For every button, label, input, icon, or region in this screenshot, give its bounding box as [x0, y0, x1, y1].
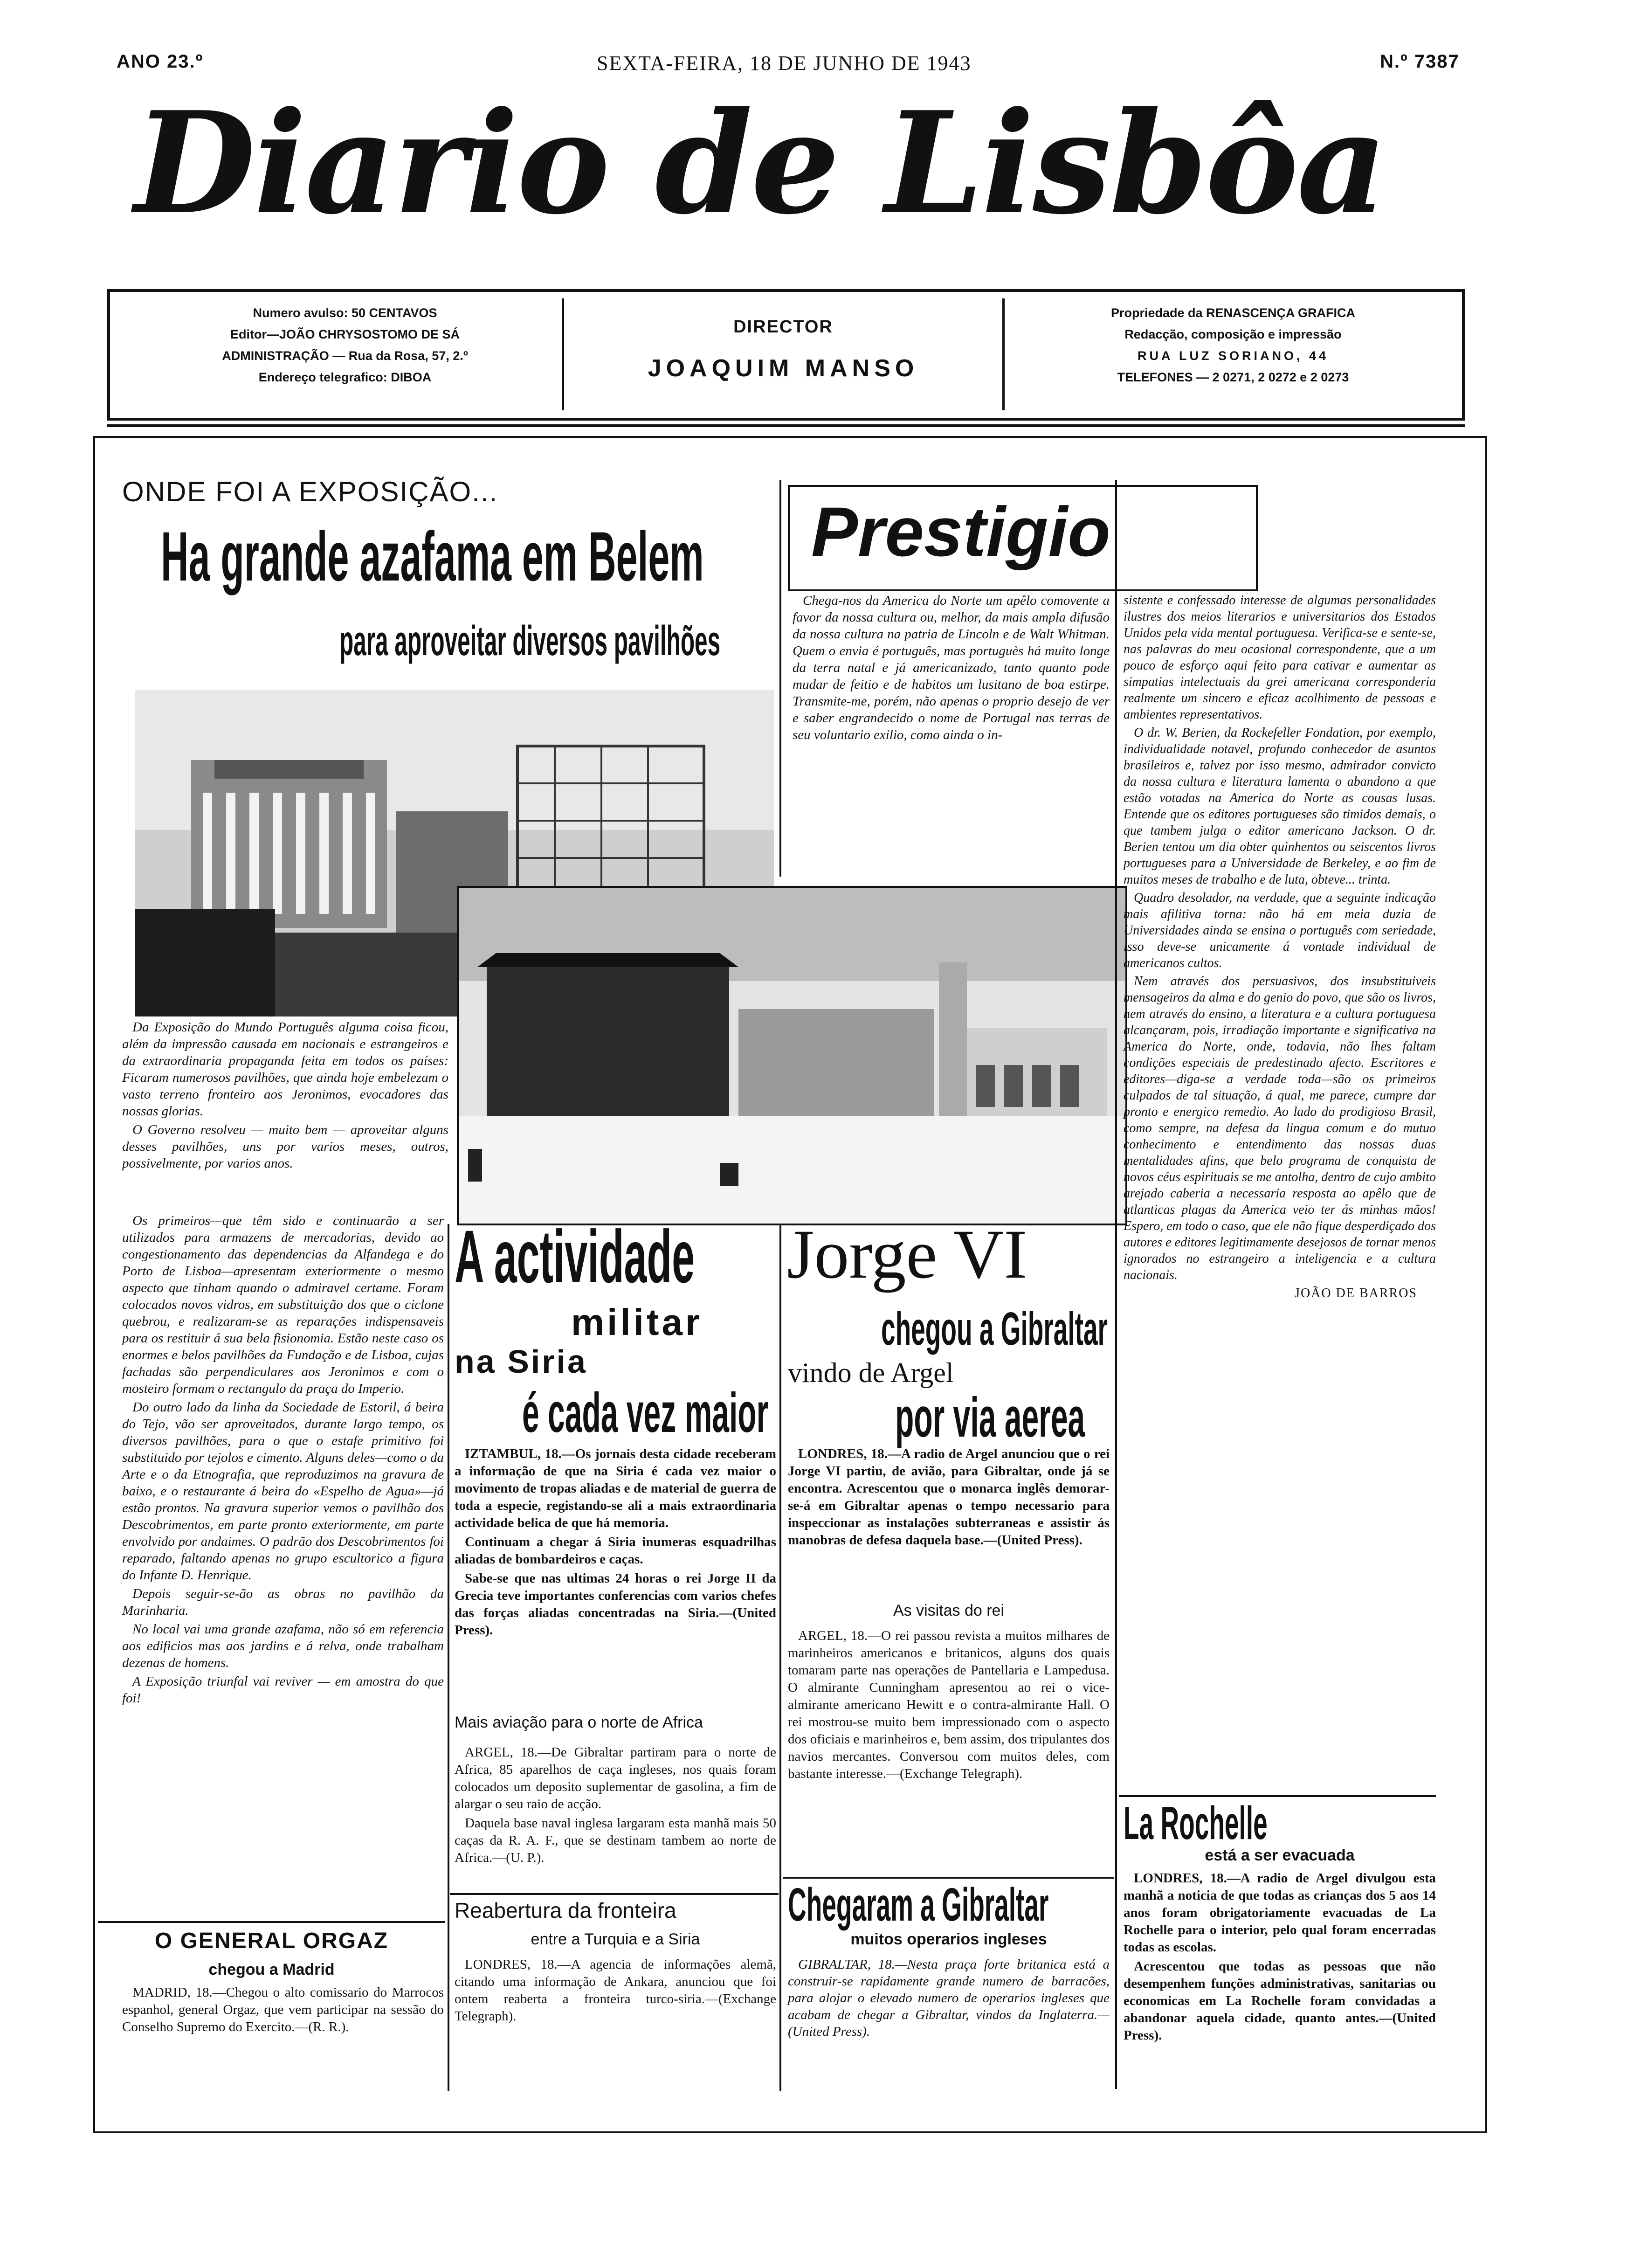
belem-para: Depois seguir-se-ão as obras no pavilhão da Marinharia.	[122, 1586, 444, 1618]
belem-para: No local vai uma grande azafama, não só em referencia aos edificios mas aos jardins e á relva, onde trabalham dezenas de homens.	[122, 1622, 444, 1670]
info-printing: Redacção, composição e impressão	[1124, 327, 1342, 341]
rochelle-headline: La Rochelle	[1124, 1797, 1268, 1849]
prestigio-para: sistente e confessado interesse de algumas personalidades ilustres dos meios literarios e universitarios dos Estados Unidos pela vida mental portuguesa. Verifica-se e sente-se, nas palavras do meu ocasional correspondente, que a um pouco de esforço aqui feito para cativar e aumentar as simpatias intelectuais da grei americana corresponderia realmente um sincero e eficaz acolhimento de pessoas e ambientes representativos.	[1124, 593, 1436, 722]
rochelle-para: LONDRES, 18.—A radio de Argel divulgou esta manhã a noticia de que todas as crianças dos 5 aos 14 anos foram obrigatoriamente evacuadas de La Rochelle para o interior, pelo qual foram encerradas todas as escolas.	[1124, 1871, 1436, 1955]
info-admin: ADMINISTRAÇÃO — Rua da Rosa, 57, 2.º	[222, 349, 468, 363]
belem-kicker: ONDE FOI A EXPOSIÇÃO...	[122, 476, 498, 507]
rule	[98, 1921, 445, 1923]
belem-para: A Exposição triunfal vai reviver — em amostra do que foi!	[122, 1674, 444, 1706]
siria-para: IZTAMBUL, 18.—Os jornais desta cidade receberam a informação de que na Siria é cada vez maior o movimento de tropas aliadas e de material de guerra de toda a especie, registando-se ali a mais extraordinaria actividade belica de que há memoria.	[455, 1446, 776, 1530]
gibraltar-para: GIBRALTAR, 18.—Nesta praça forte britanica está a construir-se rapidamente grande numero de barracões, para alojar o elevado numero de operarios ingleses que acabam de chegar a Gibraltar, vindos da Inglaterra.—(United Press).	[788, 1957, 1110, 2039]
jorge-h1: Jorge VI	[787, 1216, 1027, 1293]
gibraltar-sub: muitos operarios ingleses	[850, 1930, 1047, 1948]
rule	[450, 1893, 779, 1895]
prestigio-col2	[1124, 592, 1436, 1303]
prestigio-col1	[793, 592, 1110, 745]
belem-body	[122, 1212, 444, 1708]
masthead: Diario de Lisbôa	[134, 81, 1386, 245]
gibraltar-body	[788, 1956, 1110, 2042]
jorge-sub: As visitas do rei	[893, 1602, 1005, 1619]
issue-number: N.º 7387	[1380, 51, 1460, 72]
fronteira-body	[455, 1956, 776, 2027]
issue-year: ANO 23.º	[117, 51, 204, 72]
siria-h3: na Siria	[455, 1343, 587, 1380]
rochelle-body	[1124, 1870, 1436, 2046]
belem-subhead: para aproveitar diversos pavilhões	[339, 618, 721, 664]
issue-date: SEXTA-FEIRA, 18 DE JUNHO DE 1943	[597, 52, 972, 75]
jorge-para: LONDRES, 18.—A radio de Argel anunciou que o rei Jorge VI partiu, de avião, para Gibraltar, onde já se encontra. Acrescentou que o monarca inglês demorar-se-á em Gibraltar apenas o tempo necessario para inspeccionar as instalações subterraneas e assistir ás manobras de defesa daquela base.—(United Press).	[788, 1446, 1110, 1548]
belem-para: Da Exposição do Mundo Português alguma coisa ficou, além da impressão causada em nacionais e estrangeiros e da extraordinaria propaganda feita em todos os países: Ficaram numerosos pavilhões, que ainda hoje embelezam o vasto terreno fronteiro aos Jeronimos, evocadores das nossas glorias.	[122, 1020, 448, 1119]
col-rule	[779, 1224, 781, 2091]
director-name: JOAQUIM MANSO	[648, 355, 919, 382]
prestigio-signature: JOÃO DE BARROS	[1295, 1286, 1417, 1300]
rochelle-para: Acrescentou que todas as pessoas que não desempenhem funções administrativas, sanitarias ou economicas em La Rochelle foram convidadas a abandonar aquela cidade, quanto antes.—(United Press).	[1124, 1959, 1436, 2043]
siria-para: ARGEL, 18.—De Gibraltar partiram para o norte de Africa, 85 aparelhos de caça ingleses, nos quais foram colocados um deposito suplementar de gasolina, a fim de alargar o seu raio de acção.	[455, 1745, 776, 1812]
siria-body2	[455, 1744, 776, 1868]
jorge-h4: por via aerea	[895, 1386, 1085, 1449]
siria-para: Daquela base naval inglesa largaram esta manhã mais 50 caças da R. A. F., que se destinam tambem ao norte de Africa.—(U. P.).	[455, 1816, 776, 1865]
jorge-body2	[788, 1627, 1110, 1784]
info-telegraph: Endereço telegrafico: DIBOA	[258, 370, 432, 384]
belem-para: Do outro lado da linha da Sociedade de Estoril, á beira do Tejo, vão ser aproveitados, durante largo tempo, os diversos pavilhões, para o que o estafe primitivo foi substituido por tejolos e cimento. Alguns deles—como o da Arte e o da Etnografia, que reproduzimos na gravura de baixo, e o restaurante á beira do «Espelho de Agua»—já estão prontos. Na gravura superior vemos o pavilhão dos Descobrimentos, em parte pronto exteriormente, em parte envolvido por andaimes. O padrão dos Descobrimentos foi reparado, faltando apenas no grupo escultorico a figura do Infante D. Henrique.	[122, 1400, 444, 1583]
orgaz-headline: O GENERAL ORGAZ	[154, 1929, 389, 1953]
col-rule	[1115, 480, 1117, 2089]
info-rule	[107, 424, 1465, 427]
belem-para: O Governo resolveu — muito bem — aproveitar alguns desses pavilhões, uns por varios meses, outros, possivelmente, por varios anos.	[122, 1122, 448, 1171]
siria-h2: militar	[571, 1301, 703, 1343]
info-address: RUA LUZ SORIANO, 44	[1137, 349, 1329, 363]
prestigio-para: O dr. W. Berien, da Rockefeller Fondation, por exemplo, individualidade notavel, profundo conhecedor de asuntos brasileiros e, talvez por isso mesmo, admirador convicto da nossa cultura e literatura lamenta o abandono a que estão votadas na America do Norte as cousas lusas. Entende que os editores portugueses são timidos demais, o que tambem julga o editor americano Jackson. O dr. Berien tentou um dia obter quinhentos ou seiscentos livros portugueses para a Universidade de Berkeley, e ao fim de muitos meses de trabalho e de luta, obteve... trinta.	[1124, 726, 1436, 887]
siria-para: Sabe-se que nas ultimas 24 horas o rei Jorge II da Grecia teve importantes conferencias com varios chefes das forças aliadas concentradas na Siria.—(United Press).	[455, 1571, 776, 1638]
siria-body	[455, 1445, 776, 1641]
info-divider-left	[562, 298, 564, 410]
siria-h1: A actividade	[455, 1215, 695, 1298]
belem-para: Os primeiros—que têm sido e continuarão a ser utilizados para armazens de mercadorias, devido ao congestionamento das dependencias da Alfandega e do Porto de Lisboa—apresentam exteriormente o mesmo aspecto que tinham quando o admiravel certame. Foram colocados novos vidros, em substituição dos que o ciclone quebrou, e realizaram-se as reparações indispensaveis para os restituir á sua bela fisionomia. Estão neste caso os enormes e belos pavilhões da Fundação e de Lisboa, cujas fachadas são perpendiculares aos Jeronimos e com o mosteiro formam o rectangulo da praça do Imperio.	[122, 1213, 444, 1396]
jorge-para: ARGEL, 18.—O rei passou revista a muitos milhares de marinheiros americanos e britanicos, alguns dos quais tomaram parte nas operações de Pantellaria e Lampedusa. O almirante Cunningham apresentou ao rei o vice-almirante americano Hewitt e o contra-almirante Hall. O rei mostrou-se muito bem impressionado com o aspecto dos oficiais e marinheiros e, bem assim, dos tripulantes dos navios mercantes. Conversou com muitos deles, com bastante interesse.—(Exchange Telegraph).	[788, 1628, 1110, 1781]
orgaz-sub: chegou a Madrid	[208, 1961, 335, 1978]
info-left	[140, 302, 550, 388]
gibraltar-headline: Chegaram a Gibraltar	[788, 1879, 1049, 1931]
orgaz-body	[122, 1984, 444, 2038]
rochelle-sub: está a ser evacuada	[1205, 1846, 1355, 1864]
jorge-h3: vindo de Argel	[788, 1357, 954, 1388]
prestigio-para: Chega-nos da America do Norte um apêlo comovente a favor da nossa cultura ou, melhor, da mais ampla difusão da nossa cultura na patria de Lincoln e de Walt Whitman. Quem o envia é português, mas portuguès há muito longe da terra natal e já americanizado, tanto quanto pode mudar de feitio e de habitos um lusitano de boa estirpe. Transmite-me, porém, não apenas o proprio desejo de ver e saber engrandecido o nome de Portugal nas terras de seu voluntario exilio, como ainda o in-	[793, 593, 1110, 742]
director-label: DIRECTOR	[733, 317, 833, 337]
info-divider-right	[1002, 298, 1005, 410]
fronteira-headline: Reabertura da fronteira	[455, 1898, 676, 1922]
siria-h4: é cada vez maior	[522, 1382, 769, 1444]
siria-para: Continuam a chegar á Siria inumeras esquadrilhas aliadas de bombardeiros e caças.	[455, 1535, 776, 1567]
info-price: Numero avulso: 50 CENTAVOS	[253, 306, 437, 320]
belem-headline: Ha grande azafama em Belem	[161, 517, 704, 595]
info-editor: Editor—JOÃO CHRYSOSTOMO DE SÁ	[230, 327, 460, 341]
jorge-body	[788, 1445, 1110, 1551]
col-rule	[448, 1224, 449, 2091]
photo-pavilion-art	[457, 886, 1127, 1225]
jorge-h2: chegou a Gibraltar	[881, 1303, 1108, 1355]
fronteira-sub: entre a Turquia e a Siria	[531, 1930, 700, 1948]
fronteira-para: LONDRES, 18.—A agencia de informações alemã, citando uma informação de Ankara, anunciou que foi ontem reaberta a fronteira turco-siria.—(Exchange Telegraph).	[455, 1957, 776, 2024]
info-owner: Propriedade da RENASCENÇA GRAFICA	[1110, 306, 1356, 320]
prestigio-para: Nem através dos persuasivos, dos insubstituiveis mensageiros da alma e do genio do povo, que são os livros, nem através do ensino, a literatura e a cultura portuguesa alcançaram, pois, irradiação importante e significativa na America do Norte, onde, todavia, não lhes faltam condições especiais de predestinado afecto. Escritores e editores—diga-se a verdade toda—são os primeiros culpados de tal situação, á qual, me parece, cumpre dar pronto e energico remedio. Ao lado do prodigioso Brasil, como sempre, na defesa da lingua comum e do mutuo conhecimento e entendimento das nossas duas mentalidades afins, que belo programa de conquista de novos céus espirituais se me antolha, dentro de cujo ambito arejado caberia a necessaria resposta ao apêlo que de atlanticas plagas da America veio ter ás minhas mãos! Espero, em todo o caso, que ele não fique desperdiçado dos autores e editores legitimamente desejosos de tornar menos ignorados no estrangeiro a inteligencia e a cultura nacionais.	[1124, 974, 1436, 1282]
orgaz-para: MADRID, 18.—Chegou o alto comissario do Marrocos espanhol, general Orgaz, que vem participar na sessão do Conselho Supremo do Exercito.—(R. R.).	[122, 1985, 444, 2034]
col-rule	[779, 480, 781, 877]
prestigio-headline: Prestigio	[811, 492, 1110, 571]
info-phones: TELEFONES — 2 0271, 2 0272 e 2 0273	[1117, 370, 1349, 384]
siria-sub: Mais aviação para o norte de Africa	[455, 1714, 703, 1731]
belem-body-top	[122, 1019, 448, 1174]
prestigio-para: Quadro desolador, na verdade, que a seguinte indicação mais afilitiva torna: não há em meia duzia de Universidades ainda se ensina o português com seriedade, isso deve-se unicamente á vontade individual de americanos cultos.	[1124, 891, 1436, 970]
info-right	[1016, 302, 1450, 388]
